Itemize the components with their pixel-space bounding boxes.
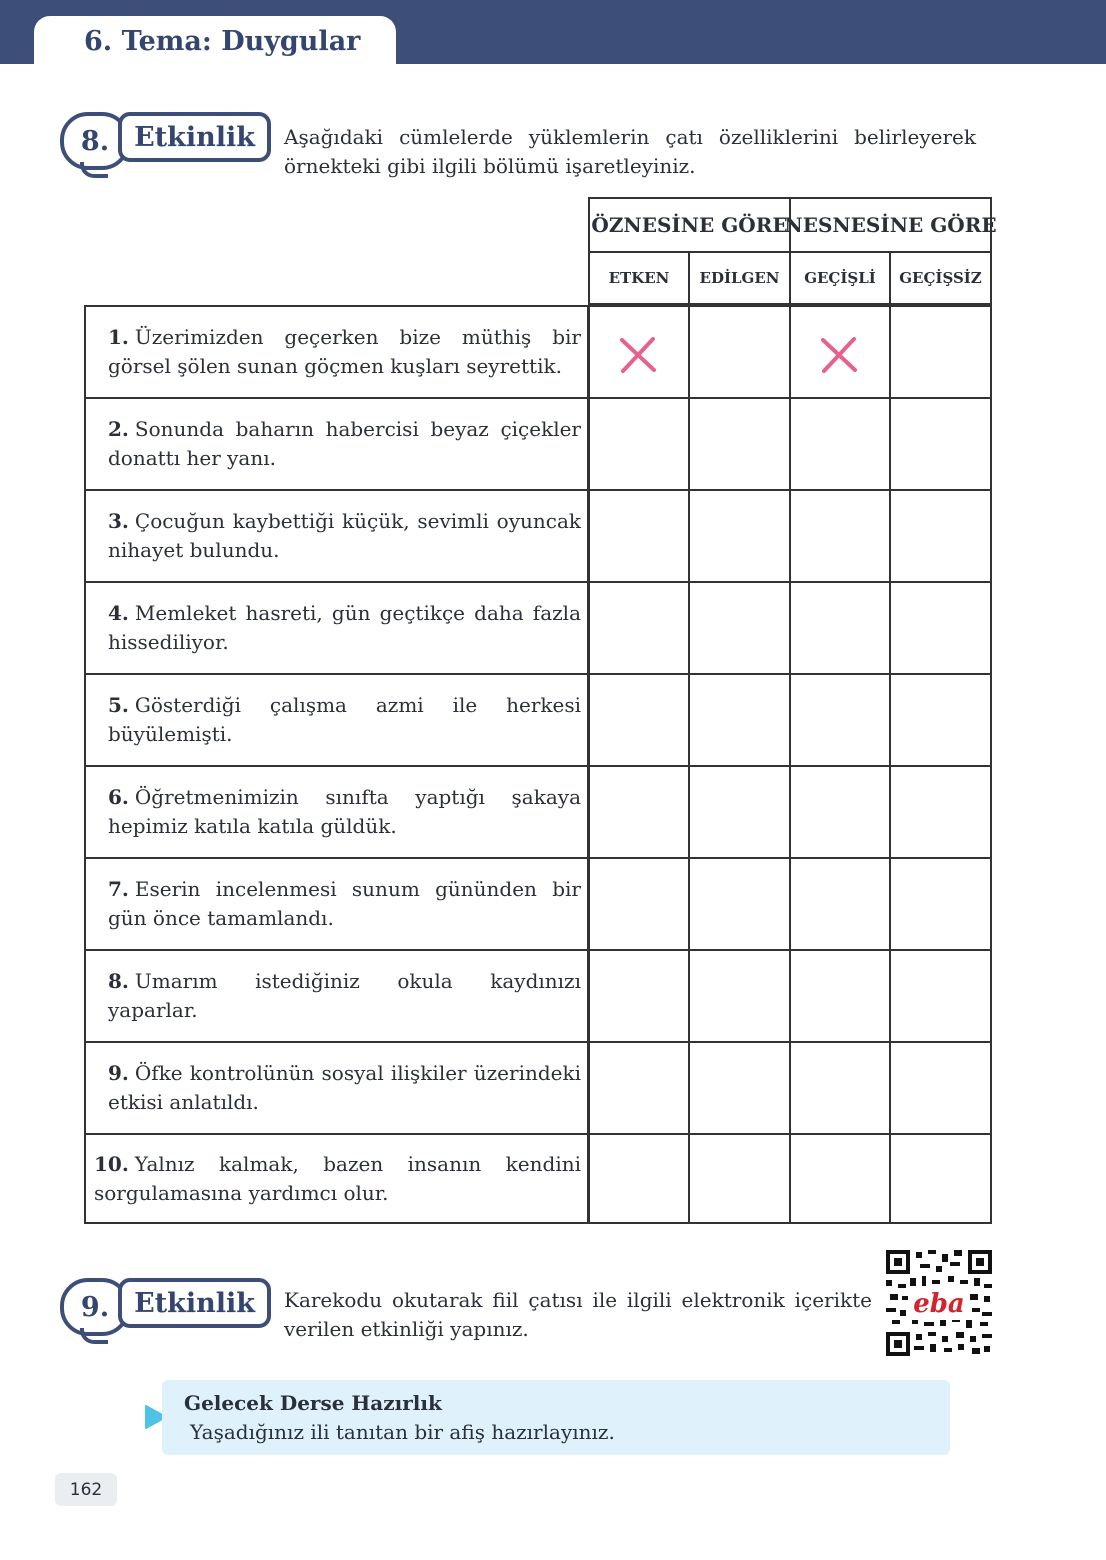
theme-title: 6. Tema: Duygular [84,26,361,57]
sentence-number: 6. [108,785,129,809]
voice-table [84,197,997,1224]
sentence-cell [84,1041,589,1135]
answer-cell[interactable] [588,673,690,767]
table-row [84,1041,992,1135]
answer-cell[interactable] [789,581,891,675]
activity-9-instruction: Karekodu okutarak fiil çatısı ile ilgili elektronik içerikte verilen etkinliği yapınız. [284,1288,872,1341]
table-row [84,489,992,583]
answer-cell[interactable] [889,673,992,767]
sentence-text: Öfke kontrolünün sosyal ilişkiler üzerindeki etkisi anlatıldı. [108,1061,581,1114]
answer-cell[interactable] [588,857,690,951]
sentence-number: 8. [108,969,129,993]
sentence-number: 2. [108,417,129,441]
sentence-cell [84,673,589,767]
sentence-cell [84,397,589,491]
next-lesson-box [162,1380,950,1455]
sentence-number: 4. [108,601,129,625]
sentence-number: 5. [108,693,129,717]
sentence-cell [84,1133,589,1224]
answer-cell[interactable] [889,857,992,951]
answer-cell[interactable] [588,949,690,1043]
answer-cell[interactable] [789,857,891,951]
answer-cell[interactable] [889,397,992,491]
answer-cell[interactable] [688,489,791,583]
sentence-text: Umarım istediğiniz okula kaydınızı yaparlar. [108,969,581,1022]
sentence-cell [84,857,589,951]
answer-cell[interactable] [889,489,992,583]
answer-cell[interactable] [889,1133,992,1224]
header-tab [34,16,396,68]
eba-logo: eba [913,1289,965,1319]
table-row [84,765,992,859]
activity-8-label: Etkinlik [118,112,271,162]
sentence-cell [84,765,589,859]
table-row [84,1133,992,1224]
sentence-text: Gösterdiği çalışma azmi ile herkesi büyülemişti. [108,693,581,746]
sentence-cell [84,489,589,583]
answer-cell[interactable] [889,949,992,1043]
sentence-text: Memleket hasreti, gün geçtikçe daha fazla hissediliyor. [108,601,581,654]
column-edilgen: EDİLGEN [688,251,791,305]
sentence-text: Çocuğun kaybettiği küçük, sevimli oyuncak nihayet bulundu. [108,509,581,562]
column-gecissiz: GEÇİŞSİZ [889,251,992,305]
column-etken: ETKEN [588,251,690,305]
next-lesson-title: Gelecek Derse Hazırlık [184,1391,442,1415]
speech-tail-icon [80,1328,108,1344]
sentence-text: Sonunda baharın habercisi beyaz çiçekler donattı her yanı. [108,417,581,470]
table-row [84,305,992,399]
table-row [84,857,992,951]
table-row [84,673,992,767]
answer-cell[interactable] [688,1041,791,1135]
sentence-number: 10. [94,1151,129,1176]
answer-cell[interactable] [789,1041,891,1135]
answer-cell[interactable] [789,765,891,859]
cross-mark-icon [618,335,658,375]
sentence-text: Eserin incelenmesi sunum gününden bir gün önce tamamlandı. [108,877,581,930]
answer-cell[interactable] [889,765,992,859]
answer-cell[interactable] [789,1133,891,1224]
speech-tail-icon [80,162,108,178]
table-row [84,581,992,675]
sentence-text: Üzerimizden geçerken bize müthiş bir görsel şölen sunan göçmen kuşları seyrettik. [108,325,581,378]
activity-9-number: 9. [60,1278,130,1336]
answer-cell[interactable] [588,1133,690,1224]
activity-8-instruction: Aşağıdaki cümlelerde yüklemlerin çatı özelliklerini belirleyerek örnekteki gibi ilgili bölümü işaretleyiniz. [284,125,976,178]
answer-cell[interactable] [789,305,891,399]
next-lesson-text: Yaşadığınız ili tanıtan bir afiş hazırlayınız. [190,1420,615,1444]
header-group-subject: ÖZNESİNE GÖRE [588,197,791,253]
answer-cell[interactable] [789,673,891,767]
sentence-text: Öğretmenimizin sınıfta yaptığı şakaya hepimiz katıla katıla güldük. [108,785,581,838]
answer-cell[interactable] [688,673,791,767]
sentence-number: 3. [108,509,129,533]
answer-cell[interactable] [688,581,791,675]
answer-cell[interactable] [889,581,992,675]
page-number: 162 [55,1473,117,1506]
sentence-text: Yalnız kalmak, bazen insanın kendini sorgulamasına yardımcı olur. [94,1151,581,1205]
activity-8-number: 8. [60,112,130,170]
activity-9-label: Etkinlik [118,1278,271,1328]
answer-cell[interactable] [688,857,791,951]
answer-cell[interactable] [889,1041,992,1135]
table-row [84,397,992,491]
answer-cell[interactable] [789,397,891,491]
answer-cell[interactable] [588,581,690,675]
sentence-number: 9. [108,1061,129,1085]
sentence-cell [84,305,589,399]
answer-cell[interactable] [789,489,891,583]
cross-mark-icon [819,335,859,375]
answer-cell[interactable] [588,305,690,399]
column-gecisli: GEÇİŞLİ [789,251,891,305]
answer-cell[interactable] [688,765,791,859]
sentence-cell [84,949,589,1043]
answer-cell[interactable] [789,949,891,1043]
answer-cell[interactable] [688,305,791,399]
answer-cell[interactable] [588,765,690,859]
header-group-object: NESNESİNE GÖRE [789,197,992,253]
sentence-number: 7. [108,877,129,901]
answer-cell[interactable] [588,489,690,583]
answer-cell[interactable] [889,305,992,399]
sentence-number: 1. [108,325,129,349]
answer-cell[interactable] [688,949,791,1043]
sentence-cell [84,581,589,675]
answer-cell[interactable] [688,397,791,491]
answer-cell[interactable] [588,397,690,491]
qr-code-icon[interactable] [886,1250,992,1356]
answer-cell[interactable] [588,1041,690,1135]
table-row [84,949,992,1043]
answer-cell[interactable] [688,1133,791,1224]
